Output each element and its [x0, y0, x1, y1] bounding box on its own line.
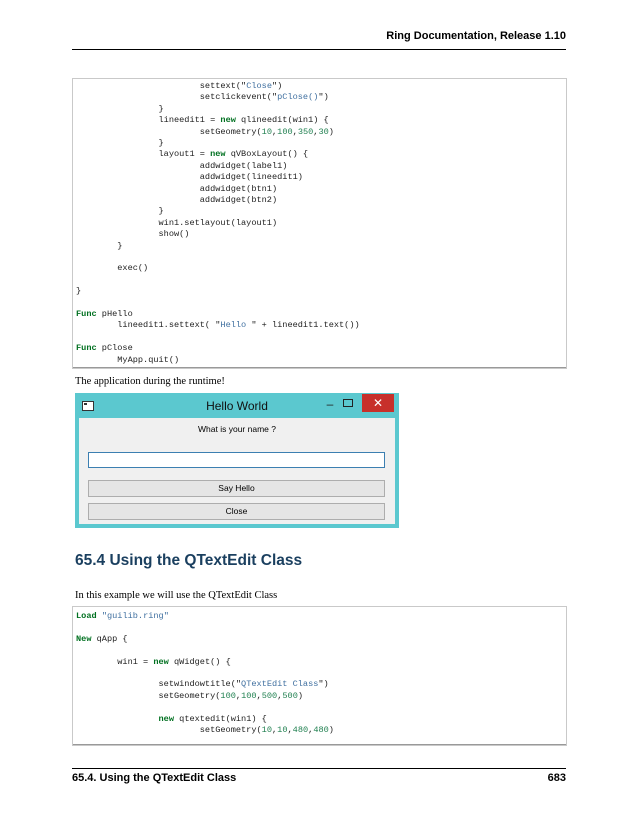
- code-token: new: [158, 713, 174, 724]
- code-token: ,: [292, 126, 298, 137]
- code-line: [76, 309, 133, 321]
- code-token: ,: [287, 725, 293, 735]
- code-token: new: [220, 115, 236, 126]
- code-line: [76, 657, 231, 669]
- code-token: win1 =: [76, 656, 154, 667]
- page-number: 683: [547, 772, 566, 784]
- name-input[interactable]: [88, 452, 385, 468]
- code-token: new: [210, 149, 226, 160]
- code-token: "): [318, 92, 329, 103]
- code-line: [76, 343, 133, 355]
- section-heading: 65.4 Using the QTextEdit Class: [75, 552, 303, 569]
- code-token: qVBoxLayout() {: [225, 149, 309, 160]
- code-token: ,: [313, 126, 319, 137]
- code-token: qlineedit(win1) {: [235, 115, 329, 126]
- footer-rule: [72, 768, 566, 769]
- code-line: [76, 92, 329, 104]
- code-line: [76, 127, 334, 139]
- code-line: [76, 714, 267, 726]
- header-title: Ring Documentation, Release 1.10: [386, 30, 566, 42]
- code-token: Func: [76, 343, 97, 354]
- code-token: 480: [313, 725, 329, 735]
- code-token: 100: [220, 690, 236, 701]
- code-token: show(): [76, 229, 190, 240]
- code-line: [76, 81, 282, 93]
- code-line: [76, 611, 169, 623]
- paragraph-runtime: The application during the runtime!: [75, 376, 225, 387]
- code-token: ): [328, 126, 334, 137]
- code-token: }: [76, 286, 82, 297]
- code-line: [76, 355, 179, 367]
- code-line: [76, 679, 329, 691]
- code-token: pClose(): [277, 92, 319, 103]
- app-window: [75, 393, 399, 528]
- code-block-1: [72, 78, 567, 369]
- paragraph-example: In this example we will use the QTextEdit Class: [75, 590, 278, 601]
- code-token: "guilib.ring": [101, 611, 169, 621]
- code-token: Func: [76, 309, 97, 319]
- code-token: ,: [277, 690, 283, 701]
- code-token: [76, 714, 159, 724]
- code-token: 100: [277, 126, 293, 137]
- code-line: [76, 241, 122, 253]
- page-footer: [72, 768, 566, 788]
- code-token: 10: [277, 725, 288, 735]
- code-token: ): [297, 690, 304, 701]
- window-titlebar[interactable]: [75, 393, 399, 418]
- code-token: MyApp.quit(): [76, 354, 180, 365]
- code-token: New: [76, 633, 92, 644]
- code-token: setwindowtitle(": [76, 679, 242, 690]
- code-token: 10: [261, 126, 272, 137]
- window-title: Hello World: [206, 399, 268, 413]
- code-token: setGeometry(: [76, 126, 262, 137]
- code-token: setclickevent(": [76, 92, 278, 103]
- code-token: addwidget(label1): [76, 160, 288, 171]
- code-token: ,: [308, 725, 314, 735]
- code-line: [76, 725, 334, 737]
- code-token: addwidget(btn2): [76, 195, 278, 205]
- code-token: QTextEdit Class: [241, 679, 319, 690]
- code-token: addwidget(btn1): [76, 183, 278, 194]
- code-line: [76, 149, 308, 161]
- code-token: }: [76, 206, 164, 217]
- close-icon[interactable]: ✕: [362, 394, 394, 412]
- code-token: settext(": [76, 81, 247, 91]
- code-token: qtextedit(win1) {: [174, 713, 267, 724]
- code-token: 10: [261, 725, 272, 735]
- code-line: [76, 206, 164, 218]
- code-line: [76, 320, 360, 332]
- code-token: Load: [76, 611, 97, 621]
- window-client-area: [79, 418, 395, 524]
- code-block-2: [72, 606, 567, 746]
- page-header: [72, 30, 566, 52]
- code-token: Close: [246, 81, 272, 91]
- code-token: lineedit1.settext( ": [76, 320, 221, 331]
- code-token: pHello: [96, 309, 133, 319]
- code-token: addwidget(lineedit1): [76, 172, 303, 183]
- code-token: layout1 =: [76, 149, 211, 160]
- code-line: [76, 161, 287, 173]
- code-token: ): [328, 725, 334, 735]
- code-line: [76, 184, 277, 196]
- code-token: ,: [256, 690, 262, 701]
- code-token: 500: [282, 690, 298, 701]
- code-line: [76, 263, 148, 275]
- name-prompt-label: What is your name ?: [198, 424, 276, 434]
- code-token: }: [76, 240, 123, 251]
- code-line: [76, 218, 277, 230]
- close-button[interactable]: Close: [88, 503, 385, 520]
- code-token: 480: [292, 725, 309, 735]
- code-token: Hello: [220, 320, 252, 331]
- code-token: 500: [261, 690, 278, 701]
- code-token: 350: [297, 126, 314, 137]
- code-token: }: [76, 138, 164, 148]
- code-token: }: [76, 103, 164, 114]
- code-line: [76, 691, 303, 703]
- code-line: [76, 195, 277, 207]
- code-token: new: [153, 656, 169, 667]
- minimize-icon[interactable]: –: [326, 397, 334, 411]
- code-line: [76, 229, 189, 241]
- code-line: [76, 172, 303, 184]
- code-token: exec(): [76, 263, 149, 274]
- code-token: ,: [271, 126, 278, 137]
- maximize-icon[interactable]: [341, 398, 355, 410]
- code-token: setGeometry(: [76, 725, 262, 735]
- code-token: qApp {: [91, 633, 128, 644]
- code-line: [76, 104, 164, 116]
- code-token: setGeometry(: [76, 690, 221, 701]
- code-token: pClose: [96, 343, 133, 354]
- code-token: win1.setlayout(layout1): [76, 217, 278, 228]
- code-token: "): [318, 679, 329, 690]
- say-hello-button[interactable]: Say Hello: [88, 480, 385, 497]
- code-line: [76, 634, 128, 646]
- code-token: " + lineedit1.text()): [251, 320, 360, 331]
- footer-section: 65.4. Using the QTextEdit Class: [72, 772, 237, 784]
- code-token: ,: [271, 725, 278, 735]
- code-token: ,: [235, 690, 242, 701]
- code-line: [76, 138, 164, 150]
- header-rule: [72, 49, 566, 50]
- code-token: 30: [318, 126, 329, 137]
- code-token: qWidget() {: [168, 656, 231, 667]
- code-line: [76, 115, 329, 127]
- code-token: lineedit1 =: [76, 115, 221, 126]
- code-token: "): [271, 81, 283, 91]
- code-line: [76, 286, 81, 298]
- code-token: 100: [241, 690, 257, 701]
